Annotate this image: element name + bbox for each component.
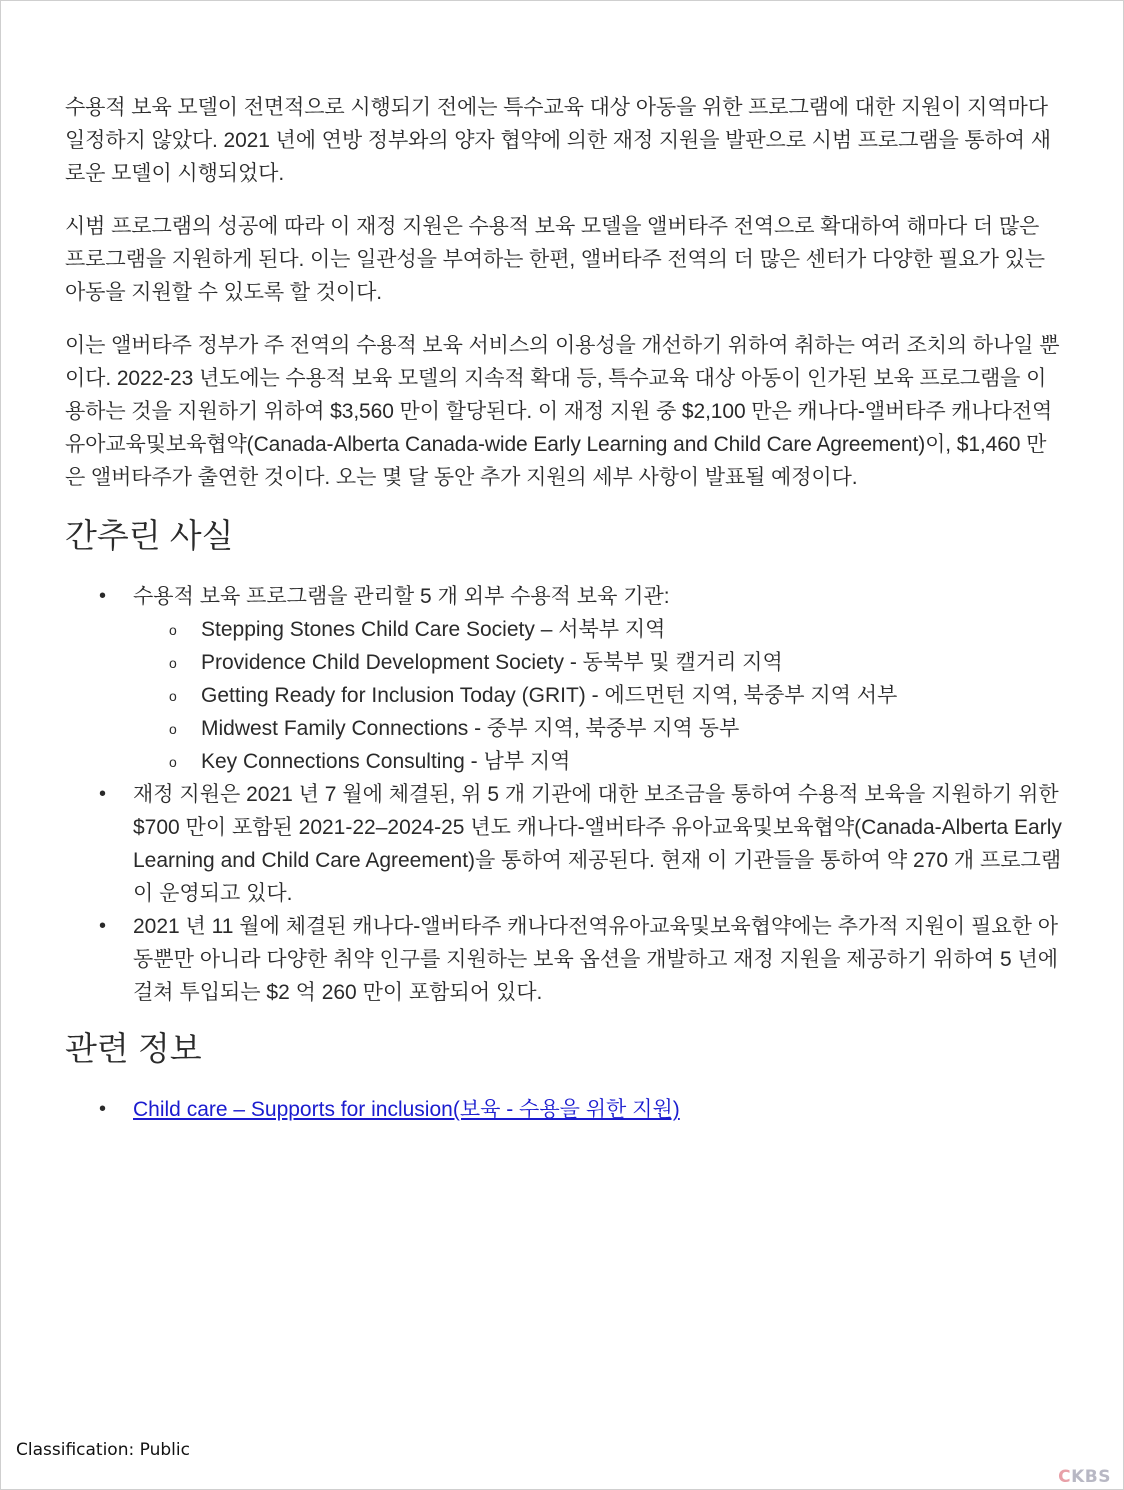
- list-item-funding: • 재정 지원은 2021 년 7 월에 체결된, 위 5 개 기관에 대한 보조금을 통하여 수용적 보육을 지원하기 위한 $700 만이 포함된 2021-22–2024-25 년도 캐나다-앨버타주 유아교육및보육협약(Canada-Alberta Early Learning and Child Care Agreement)을 통하여 제공된다. 현재 이 기관들을 통하여 약 270 개 프로그램이 운영되고 있다.: [133, 778, 1065, 910]
- agency-item: o Providence Child Development Society - 동북부 및 캘거리 지역: [201, 646, 1065, 679]
- quick-facts-heading: 간추린 사실: [65, 517, 234, 554]
- agency-item: o Getting Ready for Inclusion Today (GRIT) - 에드먼턴 지역, 북중부 지역 서부: [201, 679, 1065, 712]
- quick-facts-list: [65, 580, 1065, 1009]
- agency-item: o Stepping Stones Child Care Society – 서북부 지역: [201, 613, 1065, 646]
- agencies-intro: 수용적 보육 프로그램을 관리할 5 개 외부 수용적 보육 기관:: [133, 585, 670, 608]
- paragraph-pilot-success: 시범 프로그램의 성공에 따라 이 재정 지원은 수용적 보육 모델을 앨버타주 전역으로 확대하여 해마다 더 많은 프로그램을 지원하게 된다. 이는 일관성을 부여하는 한편, 앨버타주 전역의 더 많은 센터가 다양한 필요가 있는 아동을 지원할 수 있도록 할 것이다.: [65, 215, 1045, 304]
- paragraph-funding: 이는 앨버타주 정부가 주 전역의 수용적 보육 서비스의 이용성을 개선하기 위하여 취하는 여러 조치의 하나일 뿐이다. 2022-23 년도에는 수용적 보육 모델의 지속적 확대 등, 특수교육 대상 아동이 인가된 보육 프로그램을 이용하는 것을 지원하기 위하여 $3,560 만이 할당된다. 이 재정 지원 중 $2,100 만은 캐나다-앨버타주 캐나다전역유아교육및보육협약(Canada-Alberta Canada-wide Early Learning and Child Care Agreement)이, $1,460 만은 앨버타주가 출연한 것이다. 오는 몇 달 동안 추가 지원의 세부 사항이 발표될 예정이다.: [65, 334, 1060, 489]
- logo-rest: KBS: [1071, 1467, 1111, 1487]
- agency-item: o Midwest Family Connections - 중부 지역, 북중부 지역 동부: [201, 712, 1065, 745]
- document-body: [65, 91, 1065, 1144]
- ckbs-logo: [1058, 1467, 1111, 1487]
- agencies-sublist: [133, 613, 1065, 778]
- list-item-agreement: • 2021 년 11 월에 체결된 캐나다-앨버타주 캐나다전역유아교육및보육협약에는 추가적 지원이 필요한 아동뿐만 아니라 다양한 취약 인구를 지원하는 보육 옵션을 개발하고 재정 지원을 제공하기 위하여 5 년에 걸쳐 투입되는 $2 억 260 만이 포함되어 있다.: [133, 910, 1065, 1009]
- agency-item: o Key Connections Consulting - 남부 지역: [201, 745, 1065, 778]
- list-item-related-link: [133, 1093, 1065, 1126]
- paragraph-background: 수용적 보육 모델이 전면적으로 시행되기 전에는 특수교육 대상 아동을 위한 프로그램에 대한 지원이 지역마다 일정하지 않았다. 2021 년에 연방 정부와의 양자 협약에 의한 재정 지원을 발판으로 시범 프로그램을 통하여 새로운 모델이 시행되었다.: [65, 96, 1051, 185]
- logo-c: C: [1058, 1467, 1072, 1487]
- classification-label: Classification: Public: [16, 1440, 190, 1460]
- related-info-heading: 관련 정보: [65, 1030, 202, 1067]
- list-item-agencies: [133, 580, 1065, 778]
- related-info-list: [65, 1093, 1065, 1126]
- child-care-inclusion-link[interactable]: Child care – Supports for inclusion(보육 - 수용을 위한 지원): [133, 1098, 680, 1121]
